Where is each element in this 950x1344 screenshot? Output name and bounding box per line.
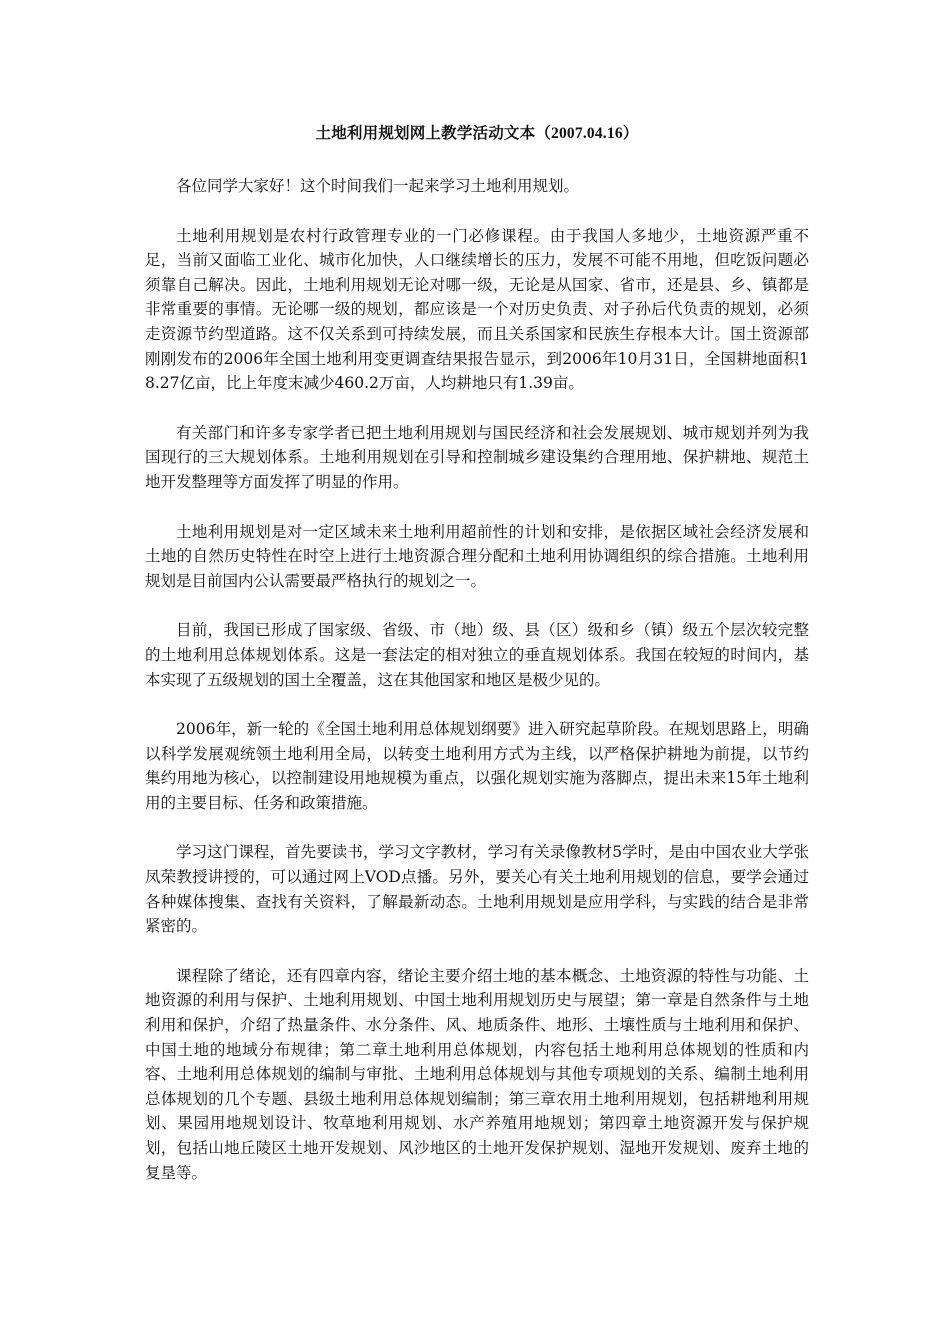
document-title: 土地利用规划网上教学活动文本（2007.04.16） [315,125,639,142]
paragraph-greeting: 各位同学大家好！这个时间我们一起来学习土地利用规划。 [176,177,580,195]
paragraph-definition: 土地利用规划是对一定区域未来土地利用超前性的计划和安排，是依据区域社会经济发展和土地的自然历史特性在时空上进行土地资源合理分配和土地利用协调组织的综合措施。土地利用规划是目前国内公认需要最严格执行的规划之一。 [145,522,809,590]
paragraph-course-importance: 土地利用规划是农村行政管理专业的一门必修课程。由于我国人多地少，土地资源严重不足，当前又面临工业化、城市化加快，人口继续增长的压力，发展不可能不用地，但吃饭问题必须靠自己解决。因此，土地利用规划无论对哪一级，无论是从国家、省市，还是县、乡、镇都是非常重要的事情。无论哪一级的规划，都应该是一个对历史负责、对子孙后代负责的规划，必须走资源节约型道路。这不仅关系到可持续发展，而且关系国家和民族生存根本大计。国土资源部刚刚发布的2006年全国土地利用变更调查结果报告显示，到2006年10月31日，全国耕地面积18.27亿亩，比上年度末减少460.2万亩，人均耕地只有1.39亩。 [145,226,809,393]
document-page [145,122,809,1210]
paragraph-five-levels: 目前，我国已形成了国家级、省级、市（地）级、县（区）级和乡（镇）级五个层次较完整的土地利用总体规划体系。这是一套法定的相对独立的垂直规划体系。我国在较短的时间内，基本实现了五级规划的国土全覆盖，这在其他国家和地区是极少见的。 [145,621,809,689]
paragraph-course-contents: 课程除了绪论，还有四章内容，绪论主要介绍土地的基本概念、土地资源的特性与功能、土地资源的利用与保护、土地利用规划、中国土地利用规划历史与展望；第一章是自然条件与土地利用和保护，介绍了热量条件、水分条件、风、地质条件、地形、土壤性质与土地利用和保护、中国土地的地域分布规律；第二章土地利用总体规划，内容包括土地利用总体规划的性质和内容、土地利用总体规划的编制与审批、土地利用总体规划与其他专项规划的关系、编制土地利用总体规划的几个专题、县级土地利用总体规划编制；第三章农用土地利用规划，包括耕地利用规划、果园用地规划设计、牧草地利用规划、水产养殖用地规划；第四章土地资源开发与保护规划，包括山地丘陵区土地开发规划、风沙地区的土地开发保护规划、湿地开发规划、废弃土地的复垦等。 [145,966,809,1182]
paragraph-study-method: 学习这门课程，首先要读书，学习文字教材，学习有关录像教材5学时，是由中国农业大学张凤荣教授讲授的，可以通过网上VOD点播。另外，要关心有关土地利用规划的信息，要学会通过各种媒体搜集、查找有关资料，了解最新动态。土地利用规划是应用学科，与实践的结合是非常紧密的。 [145,843,809,936]
paragraph-planning-systems: 有关部门和许多专家学者已把土地利用规划与国民经济和社会发展规划、城市规划并列为我国现行的三大规划体系。土地利用规划在引导和控制城乡建设集约合理用地、保护耕地、规范土地开发整理等方面发挥了明显的作用。 [145,423,809,491]
paragraph-2006-outline: 2006年，新一轮的《全国土地利用总体规划纲要》进入研究起草阶段。在规划思路上，明确以科学发展观统领土地利用全局，以转变土地利用方式为主线，以严格保护耕地为前提，以节约集约用地为核心，以控制建设用地规模为重点，以强化规划实施为落脚点，提出未来15年土地利用的主要目标、任务和政策措施。 [145,720,809,812]
